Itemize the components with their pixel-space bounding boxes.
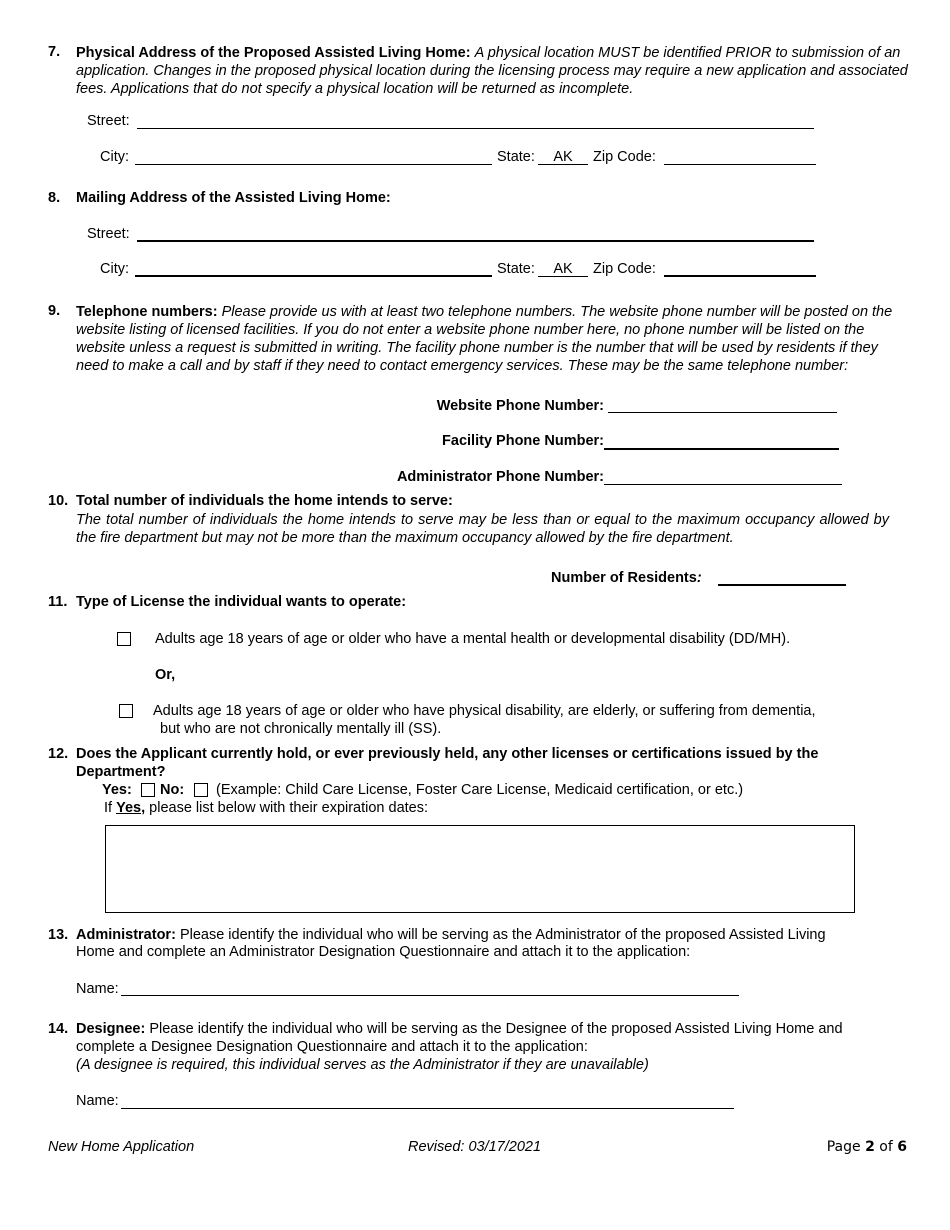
if-yes-prefix: If [104, 800, 113, 816]
section-12-title-line1: Does the Applicant currently hold, or ever previously held, any other licenses or certifications issued by the [76, 746, 819, 762]
section-11-number: 11. [48, 594, 68, 610]
mailing-state-value: AK [553, 261, 573, 277]
mailing-zip-field[interactable] [664, 275, 816, 277]
page-of: of [879, 1139, 893, 1155]
section-7-description: A physical location MUST be identified PRIOR to submission of an application. Changes in the proposed physical location during the licensing process may require a new application and associated fees. Applications that do not specify a physical location will be returned as incomplete. [76, 45, 908, 97]
section-14-desc-line2: complete a Designee Designation Questionnaire and attach it to the application: [76, 1039, 588, 1055]
administrator-phone-label: Administrator Phone Number: [396, 469, 604, 485]
section-12-number: 12. [48, 746, 69, 762]
if-yes-instruction [104, 800, 428, 816]
section-8-title: Mailing Address of the Assisted Living Home: [76, 190, 391, 206]
residents-label-text: Number of Residents [551, 570, 697, 586]
mailing-state-label: State: [497, 261, 535, 277]
section-14-title: Designee: [76, 1021, 146, 1037]
administrator-name-label: Name: [76, 981, 119, 997]
if-yes-suffix: please list below with their expiration dates: [149, 800, 429, 816]
if-yes-emphasis: Yes, [116, 800, 146, 816]
physical-city-field[interactable] [135, 164, 492, 165]
mailing-city-label: City: [100, 261, 129, 277]
section-7-number: 7. [48, 44, 61, 60]
section-14-line1 [76, 1021, 843, 1037]
license-example-text: (Example: Child Care License, Foster Care License, Medicaid certification, or etc.) [216, 782, 744, 798]
section-14-number: 14. [48, 1021, 69, 1037]
license-ddmh-label: Adults age 18 years of age or older who have a mental health or developmental disability (DD/MH). [155, 631, 791, 647]
section-10-number: 10. [48, 493, 69, 509]
section-11-title: Type of License the individual wants to operate: [76, 594, 407, 610]
license-ddmh-checkbox[interactable] [117, 632, 131, 646]
administrator-phone-field[interactable] [604, 484, 842, 485]
facility-phone-label: Facility Phone Number: [442, 433, 604, 449]
physical-state-value: AK [553, 149, 573, 165]
mailing-street-field[interactable] [137, 240, 814, 242]
page-total: 6 [897, 1139, 907, 1155]
section-13-desc-line1: Please identify the individual who will be serving as the Administrator of the proposed Assisted Living [179, 927, 826, 943]
street-label: Street: [87, 113, 130, 129]
section-12-title-line2: Department? [76, 764, 166, 780]
footer-form-name: New Home Application [48, 1139, 195, 1155]
section-13-desc-line2: Home and complete an Administrator Designation Questionnaire and attach it to the application: [76, 944, 691, 960]
licenses-list-textarea[interactable] [105, 825, 855, 913]
section-8-number: 8. [48, 190, 61, 206]
number-of-residents-field[interactable] [718, 584, 846, 586]
section-10-title: Total number of individuals the home intends to serve: [76, 493, 453, 509]
footer-revised-date: Revised: 03/17/2021 [408, 1139, 542, 1155]
section-9-title: Telephone numbers: [76, 304, 218, 320]
section-7-heading [76, 44, 911, 98]
page-prefix: Page [826, 1139, 861, 1155]
mailing-street-label: Street: [87, 226, 130, 242]
section-13-line1 [76, 927, 826, 943]
no-label: No: [160, 782, 185, 798]
no-checkbox[interactable] [194, 783, 208, 797]
designee-name-field[interactable] [121, 1108, 734, 1109]
number-of-residents-label [551, 570, 702, 586]
section-14-desc-line1: Please identify the individual who will be serving as the Designee of the proposed Assisted Living Home and [149, 1021, 843, 1037]
section-14-note: (A designee is required, this individual serves as the Administrator if they are unavailable) [76, 1057, 649, 1073]
state-label: State: [497, 149, 535, 165]
license-ss-label-line1: Adults age 18 years of age or older who have physical disability, are elderly, or suffering from dementia, [153, 703, 816, 719]
section-7-title: Physical Address of the Proposed Assisted Living Home: [76, 45, 471, 61]
license-ss-label-line2: but who are not chronically mentally ill (SS). [160, 721, 442, 737]
section-9-description: Please provide us with at least two telephone numbers. The website phone number will be posted on the website listing of licensed facilities. If you do not enter a website phone number here, no phone number will be listed on the website unless a request is submitted in writing. The facility phone number is the number that will be used by residents if they need to make a call and by staff if they need to contact emergency services. These may be the same telephone number: [76, 304, 893, 374]
page-current: 2 [865, 1139, 875, 1155]
physical-zip-field[interactable] [664, 164, 816, 165]
physical-street-field[interactable] [137, 128, 814, 129]
footer-page-number [827, 1139, 907, 1155]
section-13-title: Administrator: [76, 927, 176, 943]
residents-label-colon: : [696, 570, 702, 586]
or-label: Or, [155, 667, 176, 683]
mailing-zip-label: Zip Code: [593, 261, 656, 277]
section-9-heading [76, 303, 911, 375]
website-phone-field[interactable] [608, 412, 837, 413]
zip-label: Zip Code: [593, 149, 656, 165]
designee-name-label: Name: [76, 1093, 119, 1109]
section-9-number: 9. [48, 303, 61, 319]
administrator-name-field[interactable] [121, 995, 739, 996]
facility-phone-field[interactable] [604, 448, 839, 450]
section-10-description: The total number of individuals the home intends to serve may be less than or equal to the maximum occupancy allowed by the fire department but may not be more than the maximum occupancy allowed by the fire department. [76, 512, 889, 546]
city-label: City: [100, 149, 129, 165]
license-ss-checkbox[interactable] [119, 704, 133, 718]
section-13-number: 13. [48, 927, 69, 943]
yes-checkbox[interactable] [141, 783, 155, 797]
website-phone-label: Website Phone Number: [436, 398, 604, 414]
mailing-city-field[interactable] [135, 275, 492, 277]
yes-label: Yes: [102, 782, 132, 798]
